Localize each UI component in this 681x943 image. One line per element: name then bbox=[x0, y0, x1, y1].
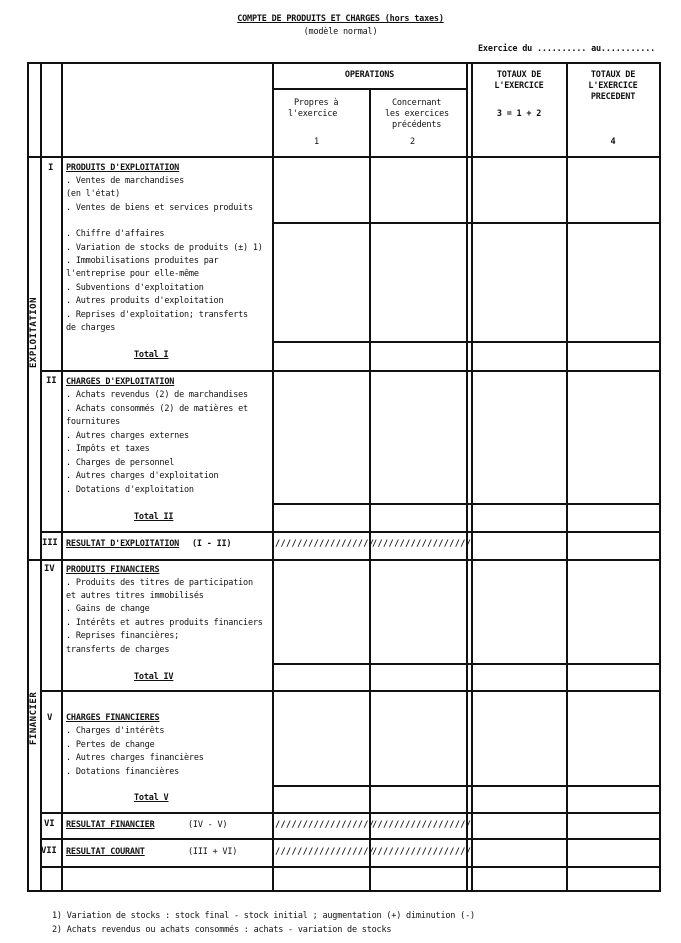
col4-header-number: 4 bbox=[610, 137, 616, 147]
charges-exploitation-line-1: . Achats revendus (2) de marchandises bbox=[66, 390, 248, 400]
hatch-VI-col2: ////////////////// bbox=[372, 820, 472, 830]
col3-header-formula: 3 = 1 + 2 bbox=[496, 109, 542, 119]
col2-header-line3: précédents bbox=[392, 120, 442, 130]
section-number-II: II bbox=[46, 376, 57, 386]
charges-exploitation-line-6: . Charges de personnel bbox=[66, 458, 175, 468]
produits-exploitation-line-10: . Reprises d'exploitation; transferts bbox=[66, 310, 248, 320]
resultat-financier-label: RESULTAT FINANCIER bbox=[66, 820, 155, 830]
produits-financiers-line-2: et autres titres immobilisés bbox=[66, 591, 204, 601]
resultat-financier-formula: (IV - V) bbox=[188, 820, 228, 830]
side-label-financier: FINANCIER bbox=[29, 691, 39, 745]
hatch-III-col2: ////////////////// bbox=[372, 539, 472, 549]
produits-exploitation-line-1: . Ventes de marchandises bbox=[66, 176, 185, 186]
section-number-VI: VI bbox=[44, 819, 55, 829]
resultat-exploitation-formula: (I - II) bbox=[192, 539, 232, 549]
side-label-exploitation: EXPLOITATION bbox=[29, 296, 39, 368]
col4-header-line1: TOTAUX DE bbox=[590, 70, 636, 80]
col1-header-line2: l'exercice bbox=[288, 109, 338, 119]
charges-exploitation-line-3: fournitures bbox=[66, 417, 121, 427]
produits-exploitation-line-4: . Chiffre d'affaires bbox=[66, 229, 165, 239]
document-subtitle: (modèle normal) bbox=[303, 27, 378, 37]
charges-financieres-line-3: . Autres charges financières bbox=[66, 753, 204, 763]
produits-exploitation-line-5: . Variation de stocks de produits (±) 1) bbox=[66, 243, 263, 253]
total-II-label: Total II bbox=[134, 512, 174, 522]
produits-exploitation-line-6: . Immobilisations produites par bbox=[66, 256, 219, 266]
section-number-I: I bbox=[48, 163, 54, 173]
charges-exploitation-line-4: . Autres charges externes bbox=[66, 431, 189, 441]
section-number-IV: IV bbox=[44, 564, 55, 574]
produits-financiers-line-5: . Reprises financières; bbox=[66, 631, 180, 641]
charges-financieres-line-2: . Pertes de change bbox=[66, 740, 155, 750]
produits-financiers-line-4: . Intérêts et autres produits financiers bbox=[66, 618, 263, 628]
produits-exploitation-line-8: . Subventions d'exploitation bbox=[66, 283, 204, 293]
section-title-produits-exploitation: PRODUITS D'EXPLOITATION bbox=[66, 163, 180, 173]
col2-header-line1: Concernant bbox=[392, 98, 442, 108]
hatch-III-col1: ////////////////// bbox=[275, 539, 375, 549]
section-title-charges-exploitation: CHARGES D'EXPLOITATION bbox=[66, 377, 175, 387]
section-number-III: III bbox=[42, 538, 58, 548]
hatch-VII-col1: ////////////////// bbox=[275, 847, 375, 857]
charges-exploitation-line-7: . Autres charges d'exploitation bbox=[66, 471, 219, 481]
footnote-2: 2) Achats revendus ou achats consommés : achats - variation de stocks bbox=[52, 925, 392, 935]
hatch-VI-col1: ////////////////// bbox=[275, 820, 375, 830]
produits-exploitation-line-11: de charges bbox=[66, 323, 116, 333]
total-IV-label: Total IV bbox=[134, 672, 174, 682]
section-title-charges-financieres: CHARGES FINANCIERES bbox=[66, 713, 160, 723]
charges-financieres-line-1: . Charges d'intérêts bbox=[66, 726, 165, 736]
produits-exploitation-line-9: . Autres produits d'exploitation bbox=[66, 296, 224, 306]
produits-financiers-line-6: transferts de charges bbox=[66, 645, 170, 655]
col4-header-line2: L'EXERCICE bbox=[588, 81, 638, 91]
produits-financiers-line-1: . Produits des titres de participation bbox=[66, 578, 253, 588]
operations-header: OPERATIONS bbox=[344, 70, 395, 80]
produits-financiers-line-3: . Gains de change bbox=[66, 604, 150, 614]
charges-financieres-line-4: . Dotations financières bbox=[66, 767, 180, 777]
charges-exploitation-line-2: . Achats consommés (2) de matières et bbox=[66, 404, 248, 414]
col1-header-line1: Propres à bbox=[294, 98, 339, 108]
section-number-V: V bbox=[47, 713, 53, 723]
section-title-produits-financiers: PRODUITS FINANCIERS bbox=[66, 565, 160, 575]
hatch-VII-col2: ////////////////// bbox=[372, 847, 472, 857]
produits-exploitation-line-3: . Ventes de biens et services produits bbox=[66, 203, 253, 213]
resultat-courant-formula: (III + VI) bbox=[188, 847, 238, 857]
resultat-exploitation-label: RESULTAT D'EXPLOITATION bbox=[66, 539, 180, 549]
footnote-1: 1) Variation de stocks : stock final - stock initial ; augmentation (+) diminution (-) bbox=[52, 911, 475, 921]
col3-header-line2: L'EXERCICE bbox=[494, 81, 544, 91]
col3-header-line1: TOTAUX DE bbox=[496, 70, 542, 80]
charges-exploitation-line-8: . Dotations d'exploitation bbox=[66, 485, 194, 495]
charges-exploitation-line-5: . Impôts et taxes bbox=[66, 444, 150, 454]
col2-header-line2: les exercices bbox=[385, 109, 449, 119]
exercice-period: Exercice du .......... au........... bbox=[478, 44, 656, 54]
section-number-VII: VII bbox=[41, 846, 57, 856]
col4-header-line3: PRECEDENT bbox=[590, 92, 636, 102]
resultat-courant-label: RESULTAT COURANT bbox=[66, 847, 145, 857]
total-I-label: Total I bbox=[134, 350, 169, 360]
total-V-label: Total V bbox=[134, 793, 169, 803]
col1-header-number: 1 bbox=[314, 137, 319, 147]
produits-exploitation-line-2: (en l'état) bbox=[66, 189, 121, 199]
col2-header-number: 2 bbox=[410, 137, 415, 147]
produits-exploitation-line-7: l'entreprise pour elle-même bbox=[66, 269, 199, 279]
document-title: COMPTE DE PRODUITS ET CHARGES (hors taxes) bbox=[237, 14, 444, 24]
